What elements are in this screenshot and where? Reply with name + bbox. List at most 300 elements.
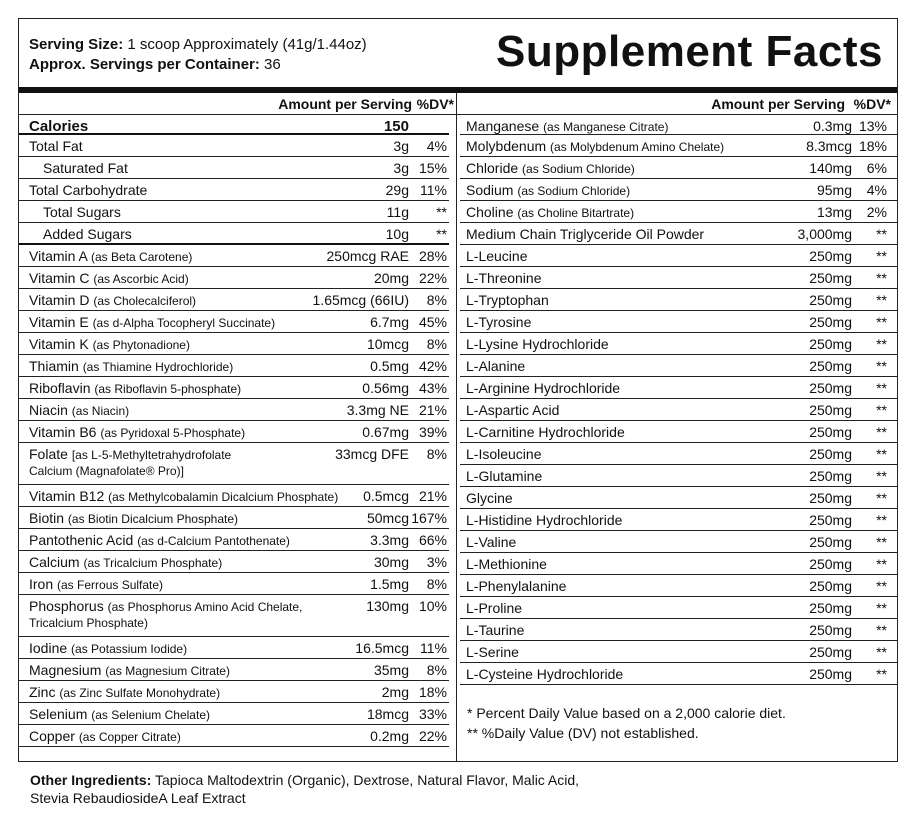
nutrient-source-cont: Tricalcium Phosphate) — [29, 616, 148, 630]
right-nutrient-list — [460, 115, 897, 685]
nutrient-amount: 3.3mg NE — [346, 402, 409, 418]
nutrient-label: Zinc — [29, 684, 56, 700]
nutrient-row — [460, 115, 897, 135]
nutrient-dv: ** — [876, 446, 887, 462]
nutrient-dv: ** — [436, 226, 447, 242]
nutrient-label: L-Alanine — [466, 358, 526, 374]
nutrient-row — [460, 201, 897, 223]
nutrient-source: [as L-5-Methyltetrahydrofolate — [71, 448, 232, 462]
nutrient-dv: ** — [876, 402, 887, 418]
nutrient-row — [19, 637, 449, 659]
nutrient-label: Copper — [29, 728, 75, 744]
nutrient-name — [43, 160, 128, 176]
other-ingredients-label: Other Ingredients: — [30, 772, 152, 788]
nutrient-label: Total Sugars — [43, 204, 121, 220]
nutrient-dv: ** — [876, 380, 887, 396]
nutrient-row — [460, 443, 897, 465]
nutrient-row — [19, 659, 449, 681]
nutrient-label: Saturated Fat — [43, 160, 128, 176]
nutrient-amount: 0.5mcg — [363, 488, 409, 504]
nutrient-row — [19, 245, 449, 267]
nutrient-dv: 42% — [418, 358, 447, 374]
nutrient-row — [460, 553, 897, 575]
nutrient-label: Riboflavin — [29, 380, 91, 396]
nutrient-name — [29, 380, 241, 396]
nutrient-label: Manganese — [466, 118, 540, 134]
nutrient-source: (as d-Alpha Tocopheryl Succinate) — [92, 316, 276, 330]
nutrient-dv: ** — [876, 358, 887, 374]
nutrient-dv: 8% — [426, 662, 447, 678]
nutrient-name — [466, 666, 623, 682]
nutrient-source: (as Riboflavin 5-phosphate) — [94, 382, 242, 396]
nutrient-label: Iron — [29, 576, 54, 592]
nutrient-row — [460, 399, 897, 421]
nutrient-source: (as Zinc Sulfate Monohydrate) — [59, 686, 221, 700]
nutrient-dv: ** — [876, 424, 887, 440]
nutrient-name — [466, 556, 547, 572]
nutrient-dv: 21% — [418, 402, 447, 418]
nutrient-dv: 4% — [866, 182, 887, 198]
nutrient-label: Biotin — [29, 510, 65, 526]
nutrient-label: Magnesium — [29, 662, 102, 678]
nutrient-name — [466, 160, 635, 176]
nutrient-row — [19, 157, 449, 179]
nutrient-dv: 66% — [418, 532, 447, 548]
nutrient-amount: 10mcg — [366, 336, 409, 352]
nutrient-label: Thiamin — [29, 358, 79, 374]
nutrient-row — [460, 619, 897, 641]
nutrient-name — [29, 706, 210, 722]
nutrient-row — [19, 289, 449, 311]
nutrient-label: Added Sugars — [43, 226, 132, 242]
nutrient-name — [29, 488, 338, 504]
nutrient-name — [466, 314, 531, 330]
nutrient-label: L-Arginine Hydrochloride — [466, 380, 621, 396]
nutrient-row — [19, 551, 449, 573]
servings-label: Approx. Servings per Container: — [29, 56, 260, 73]
nutrient-label: L-Proline — [466, 600, 523, 616]
nutrient-label: Niacin — [29, 402, 68, 418]
nutrient-source: (as Magnesium Citrate) — [105, 664, 230, 678]
nutrient-row — [460, 333, 897, 355]
nutrient-label: L-Lysine Hydrochloride — [466, 336, 609, 352]
nutrient-dv: ** — [876, 534, 887, 550]
nutrient-row — [460, 421, 897, 443]
nutrient-amount: 95mg — [816, 182, 852, 198]
nutrient-name — [466, 600, 522, 616]
nutrient-amount: 250mg — [809, 490, 852, 506]
nutrient-dv: 11% — [420, 640, 447, 656]
nutrient-source: (as Methylcobalamin Dicalcium Phosphate) — [108, 490, 339, 504]
nutrient-row — [19, 179, 449, 201]
nutrient-amount: 250mg — [809, 336, 852, 352]
nutrient-label: L-Carnitine Hydrochloride — [466, 424, 625, 440]
left-column-header — [19, 93, 456, 115]
nutrient-label: Total Carbohydrate — [29, 182, 148, 198]
nutrient-name — [29, 554, 222, 570]
nutrient-dv: 39% — [418, 424, 447, 440]
nutrient-amount: 50mcg — [366, 510, 409, 526]
nutrient-name — [29, 446, 231, 462]
nutrient-amount: 250mg — [809, 314, 852, 330]
nutrient-label: Phosphorus — [29, 598, 104, 614]
nutrient-dv: 8% — [426, 336, 447, 352]
nutrient-name — [29, 358, 233, 374]
nutrient-amount: 250mcg RAE — [326, 248, 409, 264]
nutrient-amount: 250mg — [809, 380, 852, 396]
nutrient-name — [466, 644, 519, 660]
nutrient-source-cont: Calcium (Magnafolate® Pro)] — [29, 464, 184, 478]
nutrient-dv: ** — [876, 468, 887, 484]
nutrient-row — [460, 487, 897, 509]
nutrient-source: (as Molybdenum Amino Chelate) — [550, 140, 725, 154]
nutrient-row — [19, 443, 449, 485]
nutrient-name — [29, 314, 275, 330]
serving-size-label: Serving Size: — [29, 36, 124, 53]
nutrient-dv: 33% — [418, 706, 447, 722]
nutrient-amount: 140mg — [809, 160, 852, 176]
nutrient-name — [43, 204, 121, 220]
nutrient-row — [19, 529, 449, 551]
nutrient-amount: 1.5mg — [370, 576, 409, 592]
nutrient-name — [466, 336, 609, 352]
nutrient-label: Chloride — [466, 160, 519, 176]
nutrient-name — [466, 468, 542, 484]
nutrient-name — [466, 226, 704, 242]
nutrient-dv: ** — [876, 292, 887, 308]
nutrient-row — [19, 421, 449, 443]
panel-title: Supplement Facts — [496, 27, 883, 76]
nutrient-dv: 18% — [858, 138, 887, 154]
nutrient-source: (as Pyridoxal 5-Phosphate) — [100, 426, 246, 440]
nutrient-row — [460, 575, 897, 597]
nutrient-source: (as Biotin Dicalcium Phosphate) — [67, 512, 238, 526]
nutrient-row — [19, 355, 449, 377]
nutrient-label: L-Isoleucine — [466, 446, 542, 462]
nutrient-amount: 0.67mg — [362, 424, 409, 440]
nutrient-row — [19, 135, 449, 157]
nutrient-amount: 250mg — [809, 534, 852, 550]
nutrient-source: (as Niacin) — [71, 404, 130, 418]
nutrient-label: Vitamin C — [29, 270, 90, 286]
nutrient-amount: 250mg — [809, 622, 852, 638]
nutrient-name — [466, 270, 542, 286]
nutrient-dv: ** — [876, 578, 887, 594]
nutrient-name — [466, 490, 513, 506]
nutrient-amount: 250mg — [809, 468, 852, 484]
nutrient-name — [466, 424, 625, 440]
nutrient-label: Vitamin D — [29, 292, 90, 308]
nutrient-dv: 2% — [866, 204, 887, 220]
supplement-facts-panel — [18, 18, 898, 762]
nutrient-amount: 130mg — [366, 598, 409, 614]
nutrient-dv: 6% — [866, 160, 887, 176]
nutrient-row — [460, 311, 897, 333]
nutrient-name — [29, 598, 302, 614]
nutrient-name — [466, 204, 634, 220]
not-established-footnote: ** %Daily Value (DV) not established. — [467, 725, 699, 741]
nutrient-dv: ** — [876, 336, 887, 352]
nutrient-name — [29, 640, 187, 656]
servings-value: 36 — [264, 56, 281, 73]
nutrient-dv: 22% — [418, 270, 447, 286]
nutrient-source: (as Ascorbic Acid) — [93, 272, 189, 286]
nutrient-name — [466, 534, 516, 550]
nutrient-amount: 3,000mg — [797, 226, 852, 242]
nutrient-dv: ** — [876, 622, 887, 638]
nutrient-amount: 35mg — [373, 662, 409, 678]
other-ingredients-text: Tapioca Maltodextrin (Organic), Dextrose, Natural Flavor, Malic Acid, — [155, 772, 580, 788]
nutrient-row — [19, 377, 449, 399]
nutrient-amount: 10g — [385, 226, 409, 242]
nutrient-name — [29, 424, 245, 440]
nutrient-dv: 10% — [418, 598, 447, 614]
nutrient-row — [19, 595, 449, 637]
nutrient-row — [19, 485, 449, 507]
nutrient-name — [29, 576, 163, 592]
nutrient-source: (as Thiamine Hydrochloride) — [82, 360, 234, 374]
nutrient-label: Vitamin B12 — [29, 488, 105, 504]
nutrient-dv: 13% — [858, 118, 887, 134]
nutrient-name — [29, 336, 190, 352]
nutrient-source: (as Sodium Chloride) — [522, 162, 635, 176]
nutrient-dv: ** — [876, 490, 887, 506]
nutrient-source: (as Phytonadione) — [92, 338, 190, 352]
nutrient-row — [460, 157, 897, 179]
nutrient-amount: 2mg — [381, 684, 409, 700]
nutrient-label: L-Serine — [466, 644, 519, 660]
nutrient-name — [466, 402, 559, 418]
nutrient-dv: 15% — [418, 160, 447, 176]
nutrient-name — [466, 248, 528, 264]
nutrient-row — [19, 333, 449, 355]
nutrient-row — [19, 703, 449, 725]
nutrient-label: L-Tryptophan — [466, 292, 549, 308]
nutrient-amount: 13mg — [816, 204, 852, 220]
left-amount-header: Amount per Serving — [278, 96, 412, 112]
nutrient-name — [466, 446, 542, 462]
nutrient-amount: 6.7mg — [370, 314, 409, 330]
nutrient-row — [460, 663, 897, 685]
nutrient-name — [466, 292, 549, 308]
serving-size — [29, 36, 367, 53]
nutrient-name — [29, 510, 238, 526]
nutrient-label: Calcium — [29, 554, 80, 570]
nutrient-name — [466, 512, 622, 528]
nutrient-row — [19, 201, 449, 223]
nutrient-amount: 250mg — [809, 600, 852, 616]
dv-footnote: * Percent Daily Value based on a 2,000 calorie diet. — [467, 705, 786, 721]
nutrient-row — [19, 507, 449, 529]
nutrient-row — [19, 399, 449, 421]
nutrient-source: (as Copper Citrate) — [78, 730, 181, 744]
nutrient-source: (as Sodium Chloride) — [517, 184, 631, 198]
nutrient-row — [460, 465, 897, 487]
right-amount-header: Amount per Serving — [711, 96, 845, 112]
nutrient-label: Vitamin B6 — [29, 424, 97, 440]
nutrient-amount: 0.3mg — [813, 118, 852, 134]
nutrient-row — [19, 573, 449, 595]
nutrient-dv: 11% — [420, 182, 447, 198]
nutrient-label: L-Valine — [466, 534, 517, 550]
nutrient-name — [29, 118, 88, 135]
nutrient-amount: 20mg — [373, 270, 409, 286]
nutrient-label: L-Taurine — [466, 622, 525, 638]
nutrient-source: (as Potassium Iodide) — [71, 642, 188, 656]
nutrient-row — [460, 179, 897, 201]
nutrient-dv: 45% — [418, 314, 447, 330]
nutrient-dv: 28% — [418, 248, 447, 264]
nutrient-label: Medium Chain Triglyceride Oil Powder — [466, 226, 705, 242]
nutrient-amount: 150 — [383, 118, 409, 135]
nutrient-amount: 250mg — [809, 358, 852, 374]
nutrient-amount: 30mg — [373, 554, 409, 570]
nutrient-name — [29, 248, 192, 264]
nutrient-row — [460, 597, 897, 619]
nutrient-dv: ** — [876, 556, 887, 572]
nutrient-dv: ** — [876, 226, 887, 242]
nutrient-name — [29, 728, 181, 744]
nutrient-name — [29, 138, 83, 154]
nutrient-row — [460, 509, 897, 531]
nutrient-amount: 250mg — [809, 424, 852, 440]
nutrient-amount: 250mg — [809, 578, 852, 594]
nutrient-name — [466, 358, 525, 374]
nutrient-source: (as Phosphorus Amino Acid Chelate, — [107, 600, 303, 614]
nutrient-name — [466, 578, 566, 594]
nutrient-label: L-Methionine — [466, 556, 547, 572]
nutrient-label: L-Phenylalanine — [466, 578, 567, 594]
nutrient-row — [460, 377, 897, 399]
nutrient-dv: 22% — [418, 728, 447, 744]
nutrient-amount: 3.3mg — [370, 532, 409, 548]
nutrient-row — [19, 725, 449, 747]
nutrient-source: (as Beta Carotene) — [91, 250, 193, 264]
nutrient-dv: ** — [876, 270, 887, 286]
nutrient-row — [19, 223, 449, 245]
nutrient-name — [29, 270, 189, 286]
nutrient-amount: 8.3mcg — [806, 138, 852, 154]
nutrient-row — [19, 681, 449, 703]
nutrient-row — [460, 355, 897, 377]
nutrient-row — [460, 289, 897, 311]
nutrient-amount: 3g — [393, 160, 409, 176]
right-dv-header: %DV* — [853, 96, 891, 112]
nutrient-label: Choline — [466, 204, 514, 220]
nutrient-row — [460, 531, 897, 553]
nutrient-row — [460, 223, 897, 245]
serving-size-value: 1 scoop Approximately (41g/1.44oz) — [127, 36, 367, 53]
nutrient-amount: 3g — [393, 138, 409, 154]
nutrient-dv: ** — [876, 666, 887, 682]
left-dv-header: %DV* — [416, 96, 454, 112]
nutrient-source: (as Ferrous Sulfate) — [57, 578, 164, 592]
nutrient-dv: ** — [876, 600, 887, 616]
nutrient-row — [19, 115, 449, 135]
nutrient-dv: 167% — [411, 510, 447, 526]
nutrient-dv: ** — [436, 204, 447, 220]
nutrient-amount: 250mg — [809, 556, 852, 572]
nutrient-name — [29, 532, 290, 548]
other-ingredients — [30, 771, 870, 807]
nutrient-name — [466, 380, 620, 396]
nutrient-label: Glycine — [466, 490, 513, 506]
servings-per-container — [29, 56, 281, 73]
nutrient-name — [29, 182, 147, 198]
nutrient-amount: 1.65mcg (66IU) — [312, 292, 409, 308]
nutrient-row — [460, 245, 897, 267]
nutrient-source: (as d-Calcium Pantothenate) — [137, 534, 290, 548]
nutrient-name — [466, 182, 630, 198]
nutrient-row — [460, 267, 897, 289]
nutrient-name — [29, 684, 220, 700]
nutrient-amount: 250mg — [809, 644, 852, 660]
nutrient-amount: 250mg — [809, 446, 852, 462]
nutrient-label: Vitamin E — [29, 314, 89, 330]
nutrient-dv: 4% — [426, 138, 447, 154]
nutrient-amount: 16.5mcg — [355, 640, 409, 656]
nutrient-label: Vitamin K — [29, 336, 89, 352]
nutrient-row — [460, 135, 897, 157]
nutrient-amount: 11g — [386, 204, 409, 220]
nutrient-amount: 0.2mg — [370, 728, 409, 744]
nutrient-amount: 18mcg — [366, 706, 409, 722]
nutrient-dv: 8% — [426, 576, 447, 592]
nutrient-amount: 33mcg DFE — [335, 446, 409, 462]
nutrient-source: (as Selenium Chelate) — [91, 708, 210, 722]
nutrient-label: Calories — [29, 118, 89, 135]
nutrient-amount: 29g — [385, 182, 409, 198]
nutrient-name — [466, 622, 524, 638]
nutrient-amount: 250mg — [809, 292, 852, 308]
nutrient-label: L-Glutamine — [466, 468, 543, 484]
nutrient-dv: 43% — [418, 380, 447, 396]
nutrient-dv: 21% — [418, 488, 447, 504]
nutrient-label: Selenium — [29, 706, 88, 722]
nutrient-amount: 250mg — [809, 270, 852, 286]
nutrient-label: Vitamin A — [29, 248, 88, 264]
nutrient-label: L-Aspartic Acid — [466, 402, 560, 418]
nutrient-row — [460, 641, 897, 663]
left-nutrient-list — [19, 115, 449, 747]
nutrient-source: (as Manganese Citrate) — [543, 120, 669, 134]
column-divider — [456, 93, 457, 761]
nutrient-label: L-Threonine — [466, 270, 542, 286]
nutrient-label: Molybdenum — [466, 138, 547, 154]
nutrient-label: L-Tyrosine — [466, 314, 532, 330]
nutrient-row — [19, 311, 449, 333]
nutrient-dv: 18% — [418, 684, 447, 700]
nutrient-dv: ** — [876, 248, 887, 264]
nutrient-label: L-Leucine — [466, 248, 528, 264]
nutrient-dv: ** — [876, 512, 887, 528]
nutrient-dv: 8% — [426, 446, 447, 462]
facts-header — [19, 19, 897, 87]
nutrient-amount: 0.5mg — [370, 358, 409, 374]
nutrient-label: L-Cysteine Hydrochloride — [466, 666, 624, 682]
nutrient-label: L-Histidine Hydrochloride — [466, 512, 623, 528]
nutrient-name — [29, 402, 129, 418]
nutrient-label: Sodium — [466, 182, 514, 198]
nutrient-name — [29, 662, 230, 678]
nutrient-amount: 0.56mg — [362, 380, 409, 396]
nutrient-amount: 250mg — [809, 248, 852, 264]
other-ingredients-text-cont: Stevia RebaudiosideA Leaf Extract — [30, 790, 246, 806]
nutrient-label: Iodine — [29, 640, 68, 656]
nutrient-name — [466, 138, 724, 154]
nutrient-name — [466, 118, 668, 134]
nutrient-name — [29, 292, 196, 308]
